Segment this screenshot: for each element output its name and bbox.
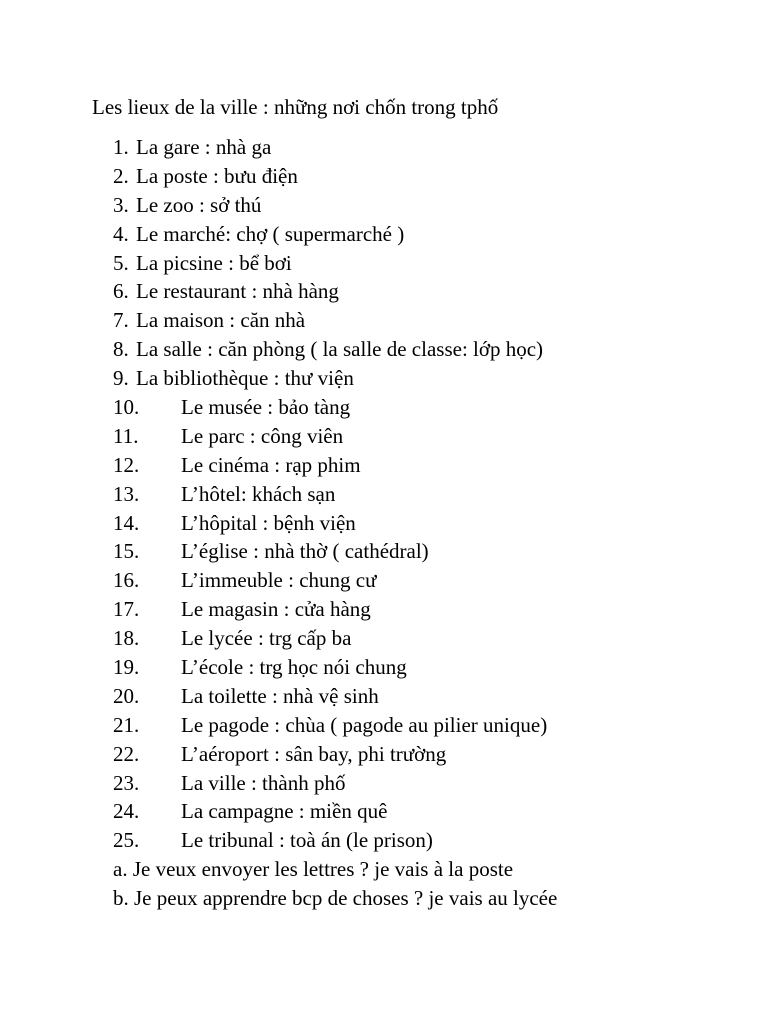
item-text: L’aéroport : sân bay, phi trường	[181, 741, 447, 766]
item-number: 5.	[113, 250, 129, 275]
item-number: 1.	[113, 135, 129, 159]
item-text: La gare : nhà ga	[136, 135, 272, 159]
item-text: Le musée : bảo tàng	[181, 395, 351, 420]
item-number: 8.	[113, 337, 129, 362]
item-text: Le restaurant : nhà hàng	[136, 279, 339, 304]
item-number: 10.	[113, 395, 140, 420]
item-number: 2.	[113, 163, 129, 188]
item-number: 6.	[113, 279, 129, 304]
item-number: 13.	[113, 481, 140, 506]
item-number: 21.	[113, 712, 140, 737]
item-text: La campagne : miền quê	[181, 799, 388, 824]
item-text: L’hôtel: khách sạn	[181, 481, 336, 506]
item-number: 23.	[113, 770, 140, 795]
item-number: 9.	[113, 366, 129, 391]
item-number: 15.	[113, 539, 140, 564]
item-text: La maison : căn nhà	[136, 308, 306, 333]
item-number: 3.	[113, 192, 129, 217]
item-text: L’école : trg học nói chung	[181, 655, 407, 680]
item-text: L’hôpital : bệnh viện	[181, 510, 356, 535]
example-text: a. Je veux envoyer les lettres ? je vais à la poste	[113, 857, 514, 882]
item-text: La picsine : bể bơi	[136, 250, 292, 275]
item-text: La salle : căn phòng ( la salle de classe: lớp học)	[136, 337, 544, 362]
item-number: 17.	[113, 597, 140, 622]
item-text: Le zoo : sở thú	[136, 192, 262, 217]
item-number: 7.	[113, 308, 129, 333]
item-text: La bibliothèque : thư viện	[136, 366, 354, 391]
item-text: Le tribunal : toà án (le prison)	[181, 828, 433, 853]
item-text: Le marché: chợ ( supermarché )	[136, 221, 405, 246]
item-number: 18.	[113, 626, 140, 651]
item-number: 24.	[113, 799, 140, 824]
item-text: Le parc : công viên	[181, 423, 344, 448]
item-text: La ville : thành phố	[181, 770, 346, 795]
item-number: 4.	[113, 221, 129, 246]
item-text: La poste : bưu điện	[136, 163, 298, 188]
item-text: L’église : nhà thờ ( cathédral)	[181, 539, 429, 564]
item-number: 11.	[113, 423, 139, 448]
item-text: Le lycée : trg cấp ba	[181, 626, 352, 651]
item-number: 20.	[113, 683, 140, 708]
example-text: b. Je peux apprendre bcp de choses ? je vais au lycée	[113, 886, 558, 911]
item-text: Le magasin : cửa hàng	[181, 597, 371, 622]
item-number: 16.	[113, 568, 140, 593]
item-number: 22.	[113, 741, 140, 766]
document-title: Les lieux de la ville : những nơi chốn trong tphố	[92, 95, 499, 119]
item-number: 19.	[113, 655, 140, 680]
item-text: Le cinéma : rạp phim	[181, 452, 361, 477]
item-number: 12.	[113, 452, 140, 477]
item-number: 14.	[113, 510, 140, 535]
item-text: L’immeuble : chung cư	[181, 568, 377, 593]
item-text: Le pagode : chùa ( pagode au pilier unique)	[181, 712, 548, 737]
item-text: La toilette : nhà vệ sinh	[181, 683, 379, 708]
item-number: 25.	[113, 828, 140, 853]
